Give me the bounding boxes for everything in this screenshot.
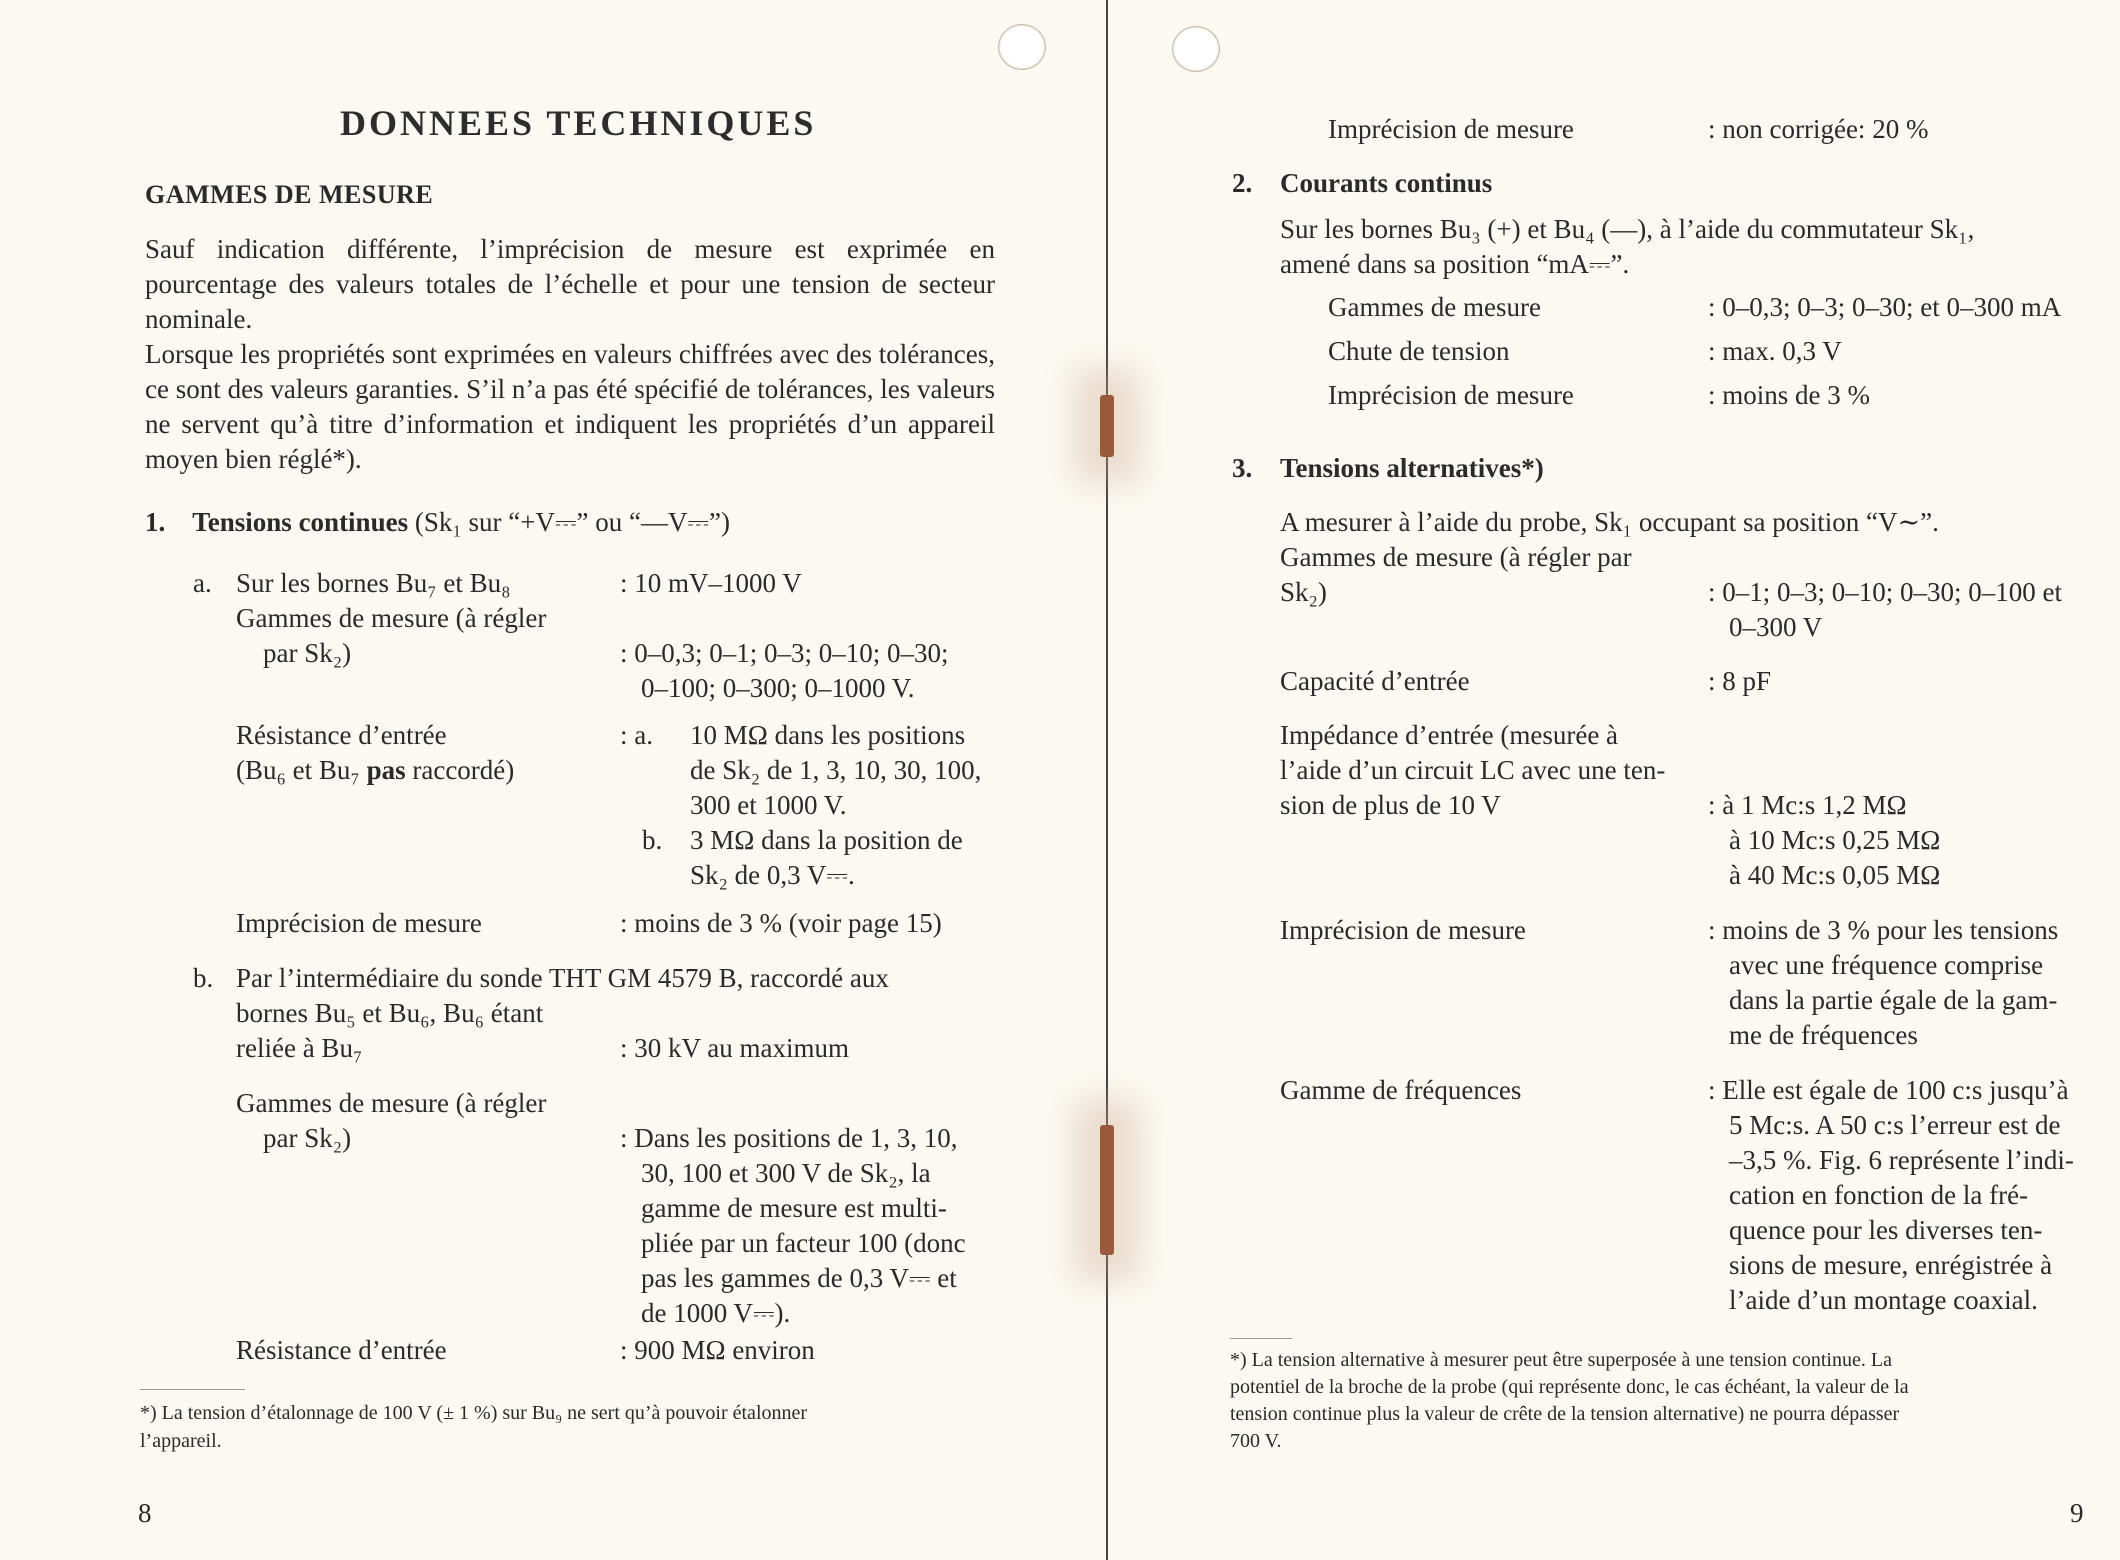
item2-desc-1: Sur les bornes Bu₃ (+) et Bu₄ (—), à l’aide du commutateur Sk₁, xyxy=(1280,214,1975,244)
item2-row-label-2: Imprécision de mesure xyxy=(1328,380,1574,410)
item3-capacite-label: Capacité d’entrée xyxy=(1280,666,1470,696)
footnote-line-0: *) La tension alternative à mesurer peut être superposée à une tension continue. La xyxy=(1230,1349,1892,1371)
item3-imprecision-value-1: avec une fréquence comprise xyxy=(1729,950,2044,980)
item3-frequence-value-4: quence pour les diverses ten- xyxy=(1729,1215,2043,1245)
item1b-resistance-label: Résistance d’entrée xyxy=(236,1335,447,1365)
footnote-rule xyxy=(1230,1338,1292,1339)
item3-impedance-value-1: à 10 Mc:s 0,25 MΩ xyxy=(1729,825,1941,855)
item3-gammes-label-2: Sk₂) xyxy=(1280,577,1327,607)
top-imprecision-value: : non corrigée: 20 % xyxy=(1708,114,1929,144)
item1-number: 1. xyxy=(145,507,166,537)
item1b-gammes-value-2: gamme de mesure est multi- xyxy=(641,1193,947,1223)
item1b-line-3: reliée à Bu₇ xyxy=(236,1033,363,1063)
item2-desc-2: amené dans sa position “mA⎓”. xyxy=(1280,249,1630,279)
item3-capacite-value: : 8 pF xyxy=(1708,666,1772,696)
item1a-resistance-label-2 xyxy=(236,753,514,788)
footnote-line-3: 700 V. xyxy=(1230,1430,1282,1452)
page-title: DONNEES TECHNIQUES xyxy=(340,103,817,143)
item3-frequence-value-3: cation en fonction de la fré- xyxy=(1729,1180,2029,1210)
item2-row-label-1: Chute de tension xyxy=(1328,336,1510,366)
item3-imprecision-label: Imprécision de mesure xyxy=(1280,915,1526,945)
page-number-left: 8 xyxy=(138,1498,152,1528)
item1b-gammes-label-2: par Sk₂) xyxy=(263,1123,352,1153)
item3-frequence-value-0: : Elle est égale de 100 c:s jusqu’à xyxy=(1708,1075,2069,1105)
item3-frequence-value-1: 5 Mc:s. A 50 c:s l’erreur est de xyxy=(1729,1110,2061,1140)
item3-imprecision-value-0: : moins de 3 % pour les tensions xyxy=(1708,915,2059,945)
item3-frequence-value-6: l’aide d’un montage coaxial. xyxy=(1729,1285,2038,1315)
item2-row-value-2: : moins de 3 % xyxy=(1708,380,1870,410)
item1a-resistance-b-2: Sk₂ de 0,3 V⎓. xyxy=(690,860,855,890)
page-number-right: 9 xyxy=(2070,1498,2084,1528)
item1a-gammes-value-1: : 0–0,3; 0–1; 0–3; 0–10; 0–30; xyxy=(620,638,949,668)
item3-imprecision-value-2: dans la partie égale de la gam- xyxy=(1729,985,2058,1015)
item1b-max-value: : 30 kV au maximum xyxy=(620,1033,849,1063)
footnote-line-2: l’appareil. xyxy=(140,1430,222,1452)
footnote-line-1: *) La tension d’étalonnage de 100 V (± 1 %) sur Bu₉ ne sert qu’à pouvoir étalonner xyxy=(140,1402,808,1424)
text: raccordé) xyxy=(405,755,515,785)
item1-heading-line xyxy=(145,505,730,540)
item3-impedance-label-0: Impédance d’entrée (mesurée à xyxy=(1280,720,1619,750)
item3-impedance-value-2: à 40 Mc:s 0,05 MΩ xyxy=(1729,860,1941,890)
item3-gammes-label-1: Gammes de mesure (à régler par xyxy=(1280,542,1632,572)
item2-number: 2. xyxy=(1232,168,1253,198)
page-right xyxy=(1108,0,2120,1560)
item1b-line-2: bornes Bu₅ et Bu₆, Bu₆ étant xyxy=(236,998,544,1028)
item1a-label: a. xyxy=(193,568,212,598)
item1b-gammes-value-0: : Dans les positions de 1, 3, 10, xyxy=(620,1123,958,1153)
item3-frequence-value-5: sions de mesure, enrégistrée à xyxy=(1729,1250,2053,1280)
item1a-resistance-a-2: de Sk₂ de 1, 3, 10, 30, 100, xyxy=(690,755,982,785)
item1a-bornes-label: Sur les bornes Bu₇ et Bu₈ xyxy=(236,568,511,598)
item3-desc-1: A mesurer à l’aide du probe, Sk₁ occupant sa position “V∼”. xyxy=(1280,507,1939,537)
item1a-gammes-value-2: 0–100; 0–300; 0–1000 V. xyxy=(641,673,915,703)
item1a-resistance-label-1: Résistance d’entrée xyxy=(236,720,447,750)
footnote-line-1: potentiel de la broche de la probe (qui représente donc, le cas échéant, la valeur de la xyxy=(1230,1376,1909,1398)
item1b-gammes-value-4: pas les gammes de 0,3 V⎓ et xyxy=(641,1263,957,1293)
item1a-imprecision-value: : moins de 3 % (voir page 15) xyxy=(620,908,942,938)
item3-impedance-label-1: l’aide d’un circuit LC avec une ten- xyxy=(1280,755,1666,785)
item3-heading: Tensions alternatives*) xyxy=(1280,453,1544,483)
section-heading: GAMMES DE MESURE xyxy=(145,180,434,209)
item1b-gammes-value-5: de 1000 V⎓). xyxy=(641,1298,791,1328)
top-imprecision-label: Imprécision de mesure xyxy=(1328,114,1574,144)
item2-row-label-0: Gammes de mesure xyxy=(1328,292,1541,322)
item3-impedance-label-2: sion de plus de 10 V xyxy=(1280,790,1501,820)
footnote-rule xyxy=(140,1389,245,1390)
item1a-bornes-value: : 10 mV–1000 V xyxy=(620,568,802,598)
item1a-resistance-a-3: 300 et 1000 V. xyxy=(690,790,847,820)
item3-imprecision-value-3: me de fréquences xyxy=(1729,1020,1918,1050)
item1b-gammes-value-1: 30, 100 et 300 V de Sk₂, la xyxy=(641,1158,931,1188)
item2-row-value-0: : 0–0,3; 0–3; 0–30; et 0–300 mA xyxy=(1708,292,2062,322)
item1b-gammes-value-3: pliée par un facteur 100 (donc xyxy=(641,1228,966,1258)
item1b-label: b. xyxy=(193,963,214,993)
item1b-gammes-label-1: Gammes de mesure (à régler xyxy=(236,1088,547,1118)
item3-gammes-value-2: 0–300 V xyxy=(1729,612,1823,642)
item1a-gammes-label-2: par Sk₂) xyxy=(263,638,352,668)
text: (Bu₆ et Bu₇ xyxy=(236,755,367,785)
item3-frequence-value-2: –3,5 %. Fig. 6 représente l’indi- xyxy=(1729,1145,2074,1175)
item2-row-value-1: : max. 0,3 V xyxy=(1708,336,1842,366)
item1-heading: Tensions continues xyxy=(192,507,409,537)
item3-impedance-value-0: : à 1 Mc:s 1,2 MΩ xyxy=(1708,790,1907,820)
intro-paragraph-2: Lorsque les propriétés sont exprimées en valeurs chiffrées avec des tolérances, ce sont des valeurs garanties. S’il n’a pas été spécifié de tolérances, les valeurs ne servent qu’à titre d’information et indiquent les propriétés d’un appareil moyen bien réglé*). xyxy=(145,339,995,474)
item1a-resistance-a-1: 10 MΩ dans les positions xyxy=(690,720,966,750)
intro-paragraph-1: Sauf indication différente, l’imprécision de mesure est exprimée en pourcentage des valeurs totales de l’échelle et pour une tension de secteur nominale. xyxy=(145,234,995,334)
footnote-line-2: tension continue plus la valeur de crête de la tension alternative) ne pourra dépasser xyxy=(1230,1403,1900,1425)
item1b-line-1: Par l’intermédiaire du sonde THT GM 4579 B, raccordé aux xyxy=(236,963,889,993)
item1b-resistance-value: : 900 MΩ environ xyxy=(620,1335,815,1365)
item1a-resistance-b-1: 3 MΩ dans la position de xyxy=(690,825,963,855)
item3-gammes-value-1: : 0–1; 0–3; 0–10; 0–30; 0–100 et xyxy=(1708,577,2062,607)
item2-heading: Courants continus xyxy=(1280,168,1493,198)
item1a-imprecision-label: Imprécision de mesure xyxy=(236,908,482,938)
item1a-resistance-b-prefix: b. xyxy=(642,825,663,855)
item3-frequence-label: Gamme de fréquences xyxy=(1280,1075,1522,1105)
text-bold: pas xyxy=(366,755,406,785)
item3-number: 3. xyxy=(1232,453,1253,483)
item1-heading-suffix: (Sk₁ sur “+V⎓” ou “—V⎓”) xyxy=(414,507,731,537)
item1a-resistance-a-prefix: : a. xyxy=(620,720,653,750)
item1a-gammes-label-1: Gammes de mesure (à régler xyxy=(236,603,547,633)
